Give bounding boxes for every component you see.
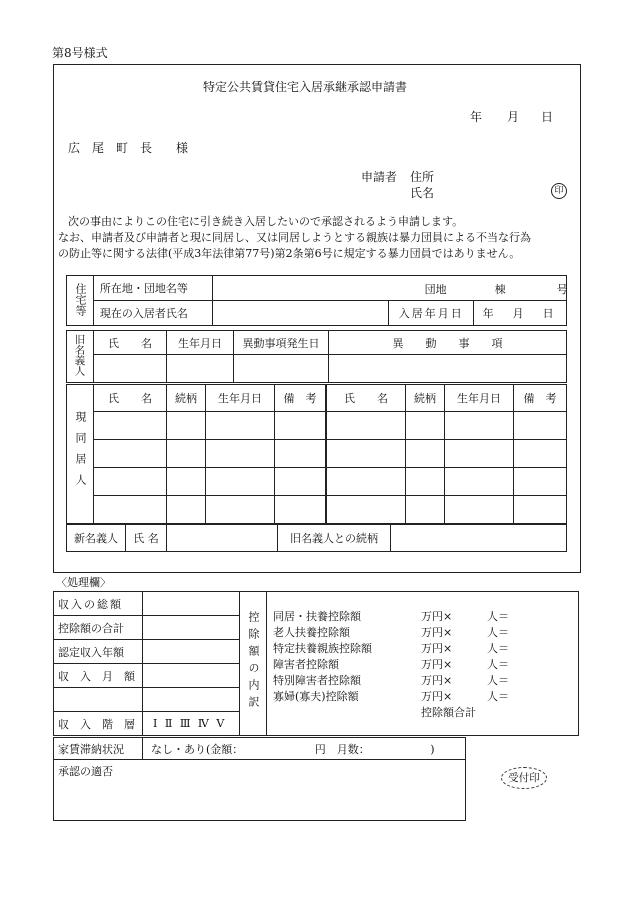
cell[interactable]	[94, 496, 167, 524]
cell[interactable]	[326, 468, 406, 496]
cohab-col-birth-1: 生年月日	[206, 385, 275, 412]
table-row	[67, 468, 567, 496]
cell[interactable]	[94, 468, 167, 496]
deduction-header	[240, 592, 267, 736]
building-label: 棟	[494, 283, 506, 296]
former-section-text: 旧名義人	[73, 334, 86, 376]
addressee: 広 尾 町 長 様	[68, 141, 189, 155]
cohab-col-name-2: 氏 名	[326, 385, 406, 412]
deduction-persons: 人＝	[487, 610, 509, 623]
deduction-label: 障害者控除額	[273, 658, 339, 671]
statement-line-3: の防止等に関する法律(平成3年法律第77号)第2条第6号に規定する暴力団員ではありません。	[58, 247, 521, 260]
cell[interactable]	[167, 412, 206, 440]
deduction-label: 寡婦(寡夫)控除額	[273, 690, 359, 703]
cell[interactable]	[406, 468, 445, 496]
deduction-unit: 万円×	[421, 690, 453, 703]
location-value[interactable]	[212, 276, 566, 301]
date-month: 月	[507, 110, 520, 124]
deduction-unit: 万円×	[421, 626, 453, 639]
former-matter-value[interactable]	[329, 355, 567, 383]
cell[interactable]	[206, 412, 275, 440]
deduction-unit: 万円×	[421, 610, 453, 623]
cell[interactable]	[167, 468, 206, 496]
cohab-col-note-1: 備 考	[275, 385, 327, 412]
arrears-value[interactable]: なし・あり(金額： 円 月数： )	[143, 738, 466, 760]
approval-label: 承認の適否	[58, 765, 113, 778]
former-date-value[interactable]	[234, 355, 329, 383]
proc-row-label: 控除額の合計	[54, 616, 143, 640]
seal-text: 印	[554, 186, 564, 196]
deduction-breakdown	[267, 592, 579, 736]
deduction-persons: 人＝	[487, 658, 509, 671]
receipt-stamp-text: 受付印	[508, 772, 540, 784]
deduction-persons: 人＝	[487, 642, 509, 655]
danchi-label: 団地	[424, 283, 447, 296]
deduction-label: 特定扶養親族控除額	[273, 642, 372, 655]
cell[interactable]	[406, 496, 445, 524]
processing-heading: 〈処理欄〉	[56, 576, 111, 589]
cell[interactable]	[406, 440, 445, 468]
current-tenant-value[interactable]	[212, 301, 389, 326]
cohab-col-rel-1: 続柄	[167, 385, 206, 412]
receipt-stamp	[501, 767, 547, 789]
cell[interactable]	[275, 496, 327, 524]
cohabitants-section-text: 現同居人	[74, 410, 87, 495]
deduction-persons: 人＝	[487, 674, 509, 687]
move-in-date-label: 入居年月日	[389, 301, 474, 326]
cell[interactable]	[445, 468, 514, 496]
table-row	[67, 496, 567, 524]
cohabitants-table	[66, 384, 567, 524]
cohabitants-section-label	[67, 385, 94, 524]
former-col-date: 異動事項発生日	[234, 331, 329, 355]
proc-row-label: 認定収入年額	[54, 640, 143, 664]
proc-row-label	[54, 688, 143, 712]
cell[interactable]	[206, 468, 275, 496]
cell[interactable]	[167, 496, 206, 524]
cell[interactable]	[445, 440, 514, 468]
statement-line-1: 次の事由によりこの住宅に引き続き入居したいので承認されるよう申請します。	[68, 215, 464, 228]
arrears-table	[53, 737, 466, 821]
form-number: 第8号様式	[52, 46, 108, 60]
cell[interactable]	[326, 440, 406, 468]
cell[interactable]	[206, 440, 275, 468]
cell[interactable]	[275, 440, 327, 468]
deduction-label: 同居・扶養控除額	[273, 610, 361, 623]
cell[interactable]	[445, 412, 514, 440]
date-day: 日	[541, 110, 554, 124]
deduction-unit: 万円×	[421, 658, 453, 671]
proc-row-value[interactable]	[143, 592, 240, 616]
relation-label: 旧名義人との続柄	[278, 525, 391, 552]
former-col-matter: 異 動 事 項	[329, 331, 567, 355]
former-name-value[interactable]	[94, 355, 167, 383]
seal-mark	[551, 183, 567, 199]
relation-value[interactable]	[391, 525, 567, 552]
applicant-address-label: 住所	[410, 170, 435, 184]
housing-table	[66, 275, 567, 326]
cell[interactable]	[514, 468, 567, 496]
proc-row-value[interactable]	[143, 664, 240, 688]
deduction-persons: 人＝	[487, 690, 509, 703]
cell[interactable]	[94, 412, 167, 440]
cell[interactable]	[167, 440, 206, 468]
cell[interactable]	[326, 412, 406, 440]
former-holder-table	[66, 330, 567, 383]
cell[interactable]	[94, 440, 167, 468]
move-in-date-value[interactable]: 年 月 日	[474, 301, 567, 326]
table-row	[67, 412, 567, 440]
proc-row-value[interactable]	[143, 688, 240, 712]
former-col-birth: 生年月日	[167, 331, 234, 355]
new-holder-name-label: 氏 名	[126, 525, 167, 552]
arrears-label: 家賃滞納状況	[54, 738, 143, 760]
cell[interactable]	[445, 496, 514, 524]
date-year: 年	[470, 110, 483, 124]
new-holder-name-value[interactable]	[167, 525, 278, 552]
current-tenant-label: 現在の入居者氏名	[93, 301, 212, 326]
location-label: 所在地・団地名等	[93, 276, 212, 301]
new-holder-table	[66, 524, 567, 552]
unit-label: 号	[556, 283, 568, 296]
cohab-col-rel-2: 続柄	[406, 385, 445, 412]
former-col-name: 氏 名	[94, 331, 167, 355]
housing-section-text: 住宅等	[73, 282, 87, 316]
form-title: 特定公共賃貸住宅入居承継承認申請書	[203, 80, 408, 94]
deduction-label: 特別障害者控除額	[273, 674, 361, 687]
cohab-col-note-2: 備 考	[514, 385, 567, 412]
housing-section-label	[67, 276, 94, 326]
deduction-header-text: 控除額の内訳	[247, 611, 260, 713]
cohab-col-name-1: 氏 名	[94, 385, 167, 412]
cell[interactable]	[206, 496, 275, 524]
proc-row-value[interactable]	[143, 640, 240, 664]
former-birth-value[interactable]	[167, 355, 234, 383]
cell[interactable]	[275, 468, 327, 496]
deduction-unit: 万円×	[421, 674, 453, 687]
table-row	[67, 440, 567, 468]
proc-row-label: 収入の総額	[54, 592, 143, 616]
income-class-options[interactable]: Ⅰ Ⅱ Ⅲ Ⅳ Ⅴ	[143, 712, 240, 736]
cell[interactable]	[406, 412, 445, 440]
cohab-col-birth-2: 生年月日	[445, 385, 514, 412]
cell[interactable]	[514, 412, 567, 440]
applicant-name-label: 氏名	[410, 186, 435, 200]
deduction-label: 老人扶養控除額	[273, 626, 350, 639]
cell[interactable]	[326, 496, 406, 524]
cell[interactable]	[275, 412, 327, 440]
deduction-persons: 人＝	[487, 626, 509, 639]
applicant-label: 申請者	[361, 170, 398, 184]
cell[interactable]	[514, 496, 567, 524]
processing-table	[53, 591, 579, 736]
approval-box[interactable]	[54, 760, 466, 821]
deduction-total-label: 控除額合計	[421, 706, 476, 719]
deduction-unit: 万円×	[421, 642, 453, 655]
former-section-label	[67, 331, 94, 383]
proc-row-label: 収 入 月 額	[54, 664, 143, 688]
statement-line-2: なお、申請者及び申請者と現に同居し、又は同居しようとする親族は暴力団員による不当な行為	[58, 231, 531, 244]
new-holder-label: 新名義人	[67, 525, 126, 552]
proc-row-value[interactable]	[143, 616, 240, 640]
cell[interactable]	[514, 440, 567, 468]
proc-row-label: 収 入 階 層	[54, 712, 143, 736]
